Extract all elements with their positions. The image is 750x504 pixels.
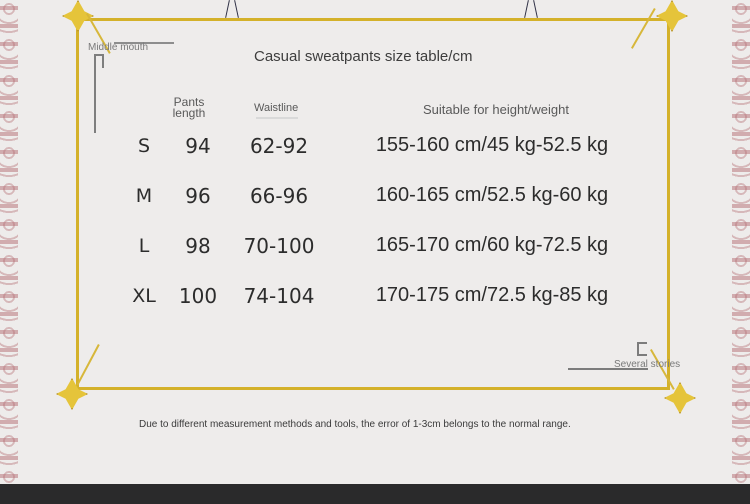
waistline-cell: 70-100 xyxy=(243,234,315,258)
corner-label-top-left: Middle mouth xyxy=(88,42,149,53)
size-cell: M xyxy=(135,185,153,207)
left-border-pattern xyxy=(0,0,18,484)
pants-length-cell: 98 xyxy=(185,234,211,258)
pants-length-cell: 94 xyxy=(185,134,211,158)
size-cell: S xyxy=(137,135,151,157)
header-waistline: Waistline xyxy=(254,102,299,114)
right-border-pattern xyxy=(732,0,750,484)
waistline-cell: 66-96 xyxy=(249,184,309,208)
pants-length-cell: 100 xyxy=(178,284,218,308)
footer-bar xyxy=(0,484,750,504)
header-suitable: Suitable for height/weight xyxy=(423,102,569,117)
decorative-hook xyxy=(637,342,647,356)
drawstring-right-b xyxy=(533,0,538,18)
page-title: Casual sweatpants size table/cm xyxy=(254,48,473,65)
drawstring-right-a xyxy=(524,0,529,18)
drawstring-left-b xyxy=(234,0,239,18)
pants-length-cell: 96 xyxy=(185,184,211,208)
suitable-cell: 170-175 cm/72.5 kg-85 kg xyxy=(375,284,609,306)
corner-label-bottom-right: Several stories xyxy=(614,359,681,370)
header-underline xyxy=(256,117,298,119)
header-pants-length: Pants length xyxy=(172,95,206,120)
suitable-cell: 160-165 cm/52.5 kg-60 kg xyxy=(375,184,609,206)
measurement-note: Due to different measurement methods and tools, the error of 1-3cm belongs to the normal range. xyxy=(139,419,571,430)
waistline-cell: 74-104 xyxy=(243,284,315,308)
size-cell: L xyxy=(138,235,150,257)
size-cell: XL xyxy=(132,285,156,307)
drawstring-left-a xyxy=(225,0,230,18)
suitable-cell: 165-170 cm/60 kg-72.5 kg xyxy=(375,234,609,256)
waistline-cell: 62-92 xyxy=(249,134,309,158)
decorative-hook xyxy=(94,54,104,68)
suitable-cell: 155-160 cm/45 kg-52.5 kg xyxy=(375,134,609,156)
